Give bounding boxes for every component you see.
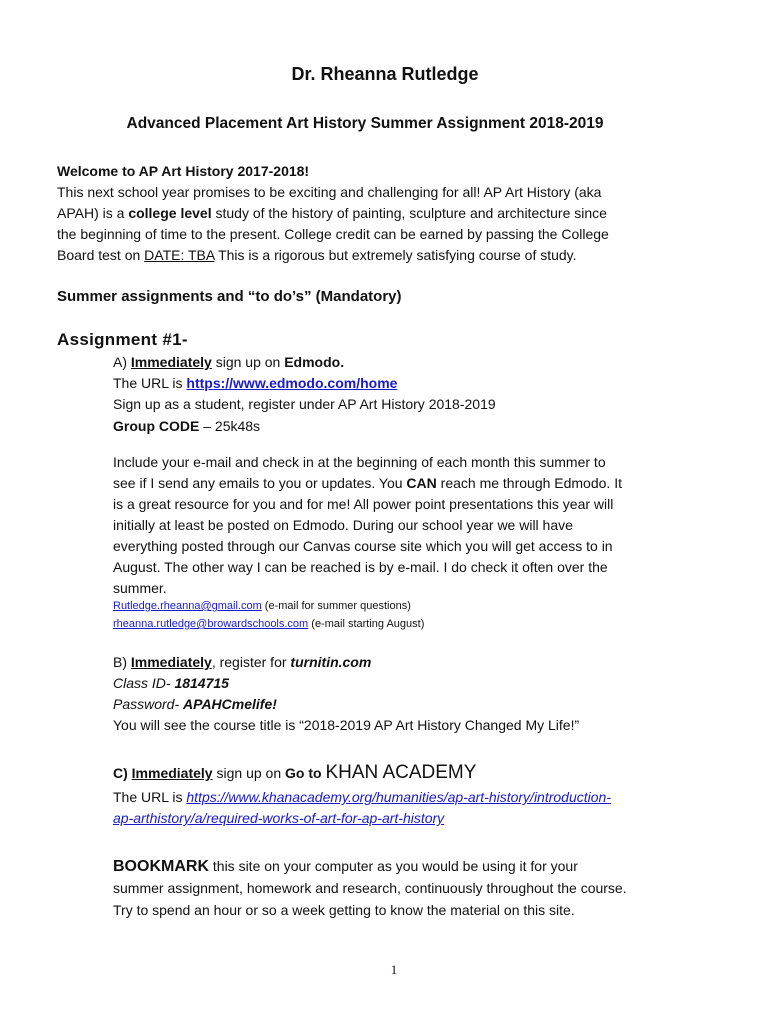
password-line: Password- APAHCmelife! [113, 696, 277, 712]
author-name: Dr. Rheanna Rutledge [291, 64, 479, 84]
bookmark-line-3: Try to spend an hour or so a week getting to know the material on this site. [113, 902, 575, 918]
summer-email-link[interactable]: Rutledge.rheanna@gmail.com [113, 600, 262, 612]
edmodo-paragraph-4: initially at least be posted on Edmodo. During our school year we will have [113, 517, 573, 533]
edmodo-signup-text: Sign up as a student, register under AP Art History 2018-2019 [113, 396, 496, 412]
page-number: 1 [390, 962, 398, 977]
khan-url-line-2 [113, 808, 444, 828]
edmodo-paragraph-5: everything posted through our Canvas course site which you will get access to in [113, 538, 613, 554]
edmodo-paragraph-1: Include your e-mail and check in at the beginning of each month this summer to [113, 454, 606, 470]
welcome-line-3: the beginning of time to the present. College credit can be earned by passing the College [57, 226, 609, 242]
bookmark-line-1: BOOKMARK this site on your computer as you would be using it for your [113, 858, 578, 875]
test-date: DATE: TBA [144, 247, 215, 263]
course-title: Advanced Placement Art History Summer Assignment 2018-2019 [126, 115, 604, 132]
part-b-heading: B) Immediately, register for turnitin.com [113, 654, 372, 670]
part-c-heading: C) Immediately sign up on Go to KHAN ACADEMY [113, 762, 477, 783]
edmodo-paragraph-2: see if I send any emails to you or updates. You CAN reach me through Edmodo. It [113, 475, 622, 491]
group-code-line: Group CODE – 25k48s [113, 418, 261, 434]
edmodo-paragraph-7: summer. [113, 580, 167, 596]
welcome-heading: Welcome to AP Art History 2017-2018! [57, 163, 310, 179]
welcome-line-2: APAH) is a college level study of the history of painting, sculpture and architecture since [57, 205, 607, 221]
summer-assignments-heading: Summer assignments and “to do’s” (Mandatory) [57, 288, 402, 305]
email-august-line: rheanna.rutledge@browardschools.com (e-mail starting August) [113, 618, 425, 630]
email-summer-line: Rutledge.rheanna@gmail.com (e-mail for summer questions) [113, 600, 411, 612]
edmodo-link[interactable]: https://www.edmodo.com/home [186, 375, 398, 391]
khan-link-part-2[interactable]: ap-arthistory/a/required-works-of-art-for-ap-art-history [113, 810, 445, 826]
edmodo-paragraph-3: is a great resource for you and for me! All power point presentations this year will [113, 496, 614, 512]
welcome-line-4: Board test on DATE: TBA This is a rigorous but extremely satisfying course of study. [57, 247, 577, 263]
class-id-line: Class ID- 1814715 [113, 675, 229, 691]
edmodo-url-line: The URL is https://www.edmodo.com/home [113, 375, 398, 391]
school-email-link[interactable]: rheanna.rutledge@browardschools.com [113, 618, 309, 630]
edmodo-paragraph-6: August. The other way I can be reached is by e-mail. I do check it often over the [113, 559, 608, 575]
khan-link-part-1[interactable]: https://www.khanacademy.org/humanities/ap-art-history/introduction- [186, 789, 611, 805]
welcome-line-1: This next school year promises to be exciting and challenging for all! AP Art History (aka [57, 184, 602, 200]
khan-url-line: The URL is https://www.khanacademy.org/humanities/ap-art-history/introduction- [113, 789, 611, 805]
course-title-line: You will see the course title is “2018-2019 AP Art History Changed My Life!” [113, 717, 580, 733]
bookmark-line-2: summer assignment, homework and research, continuously throughout the course. [113, 880, 627, 896]
part-a-heading: A) Immediately sign up on Edmodo. [113, 354, 345, 370]
assignment-1-heading: Assignment #1- [57, 330, 188, 349]
